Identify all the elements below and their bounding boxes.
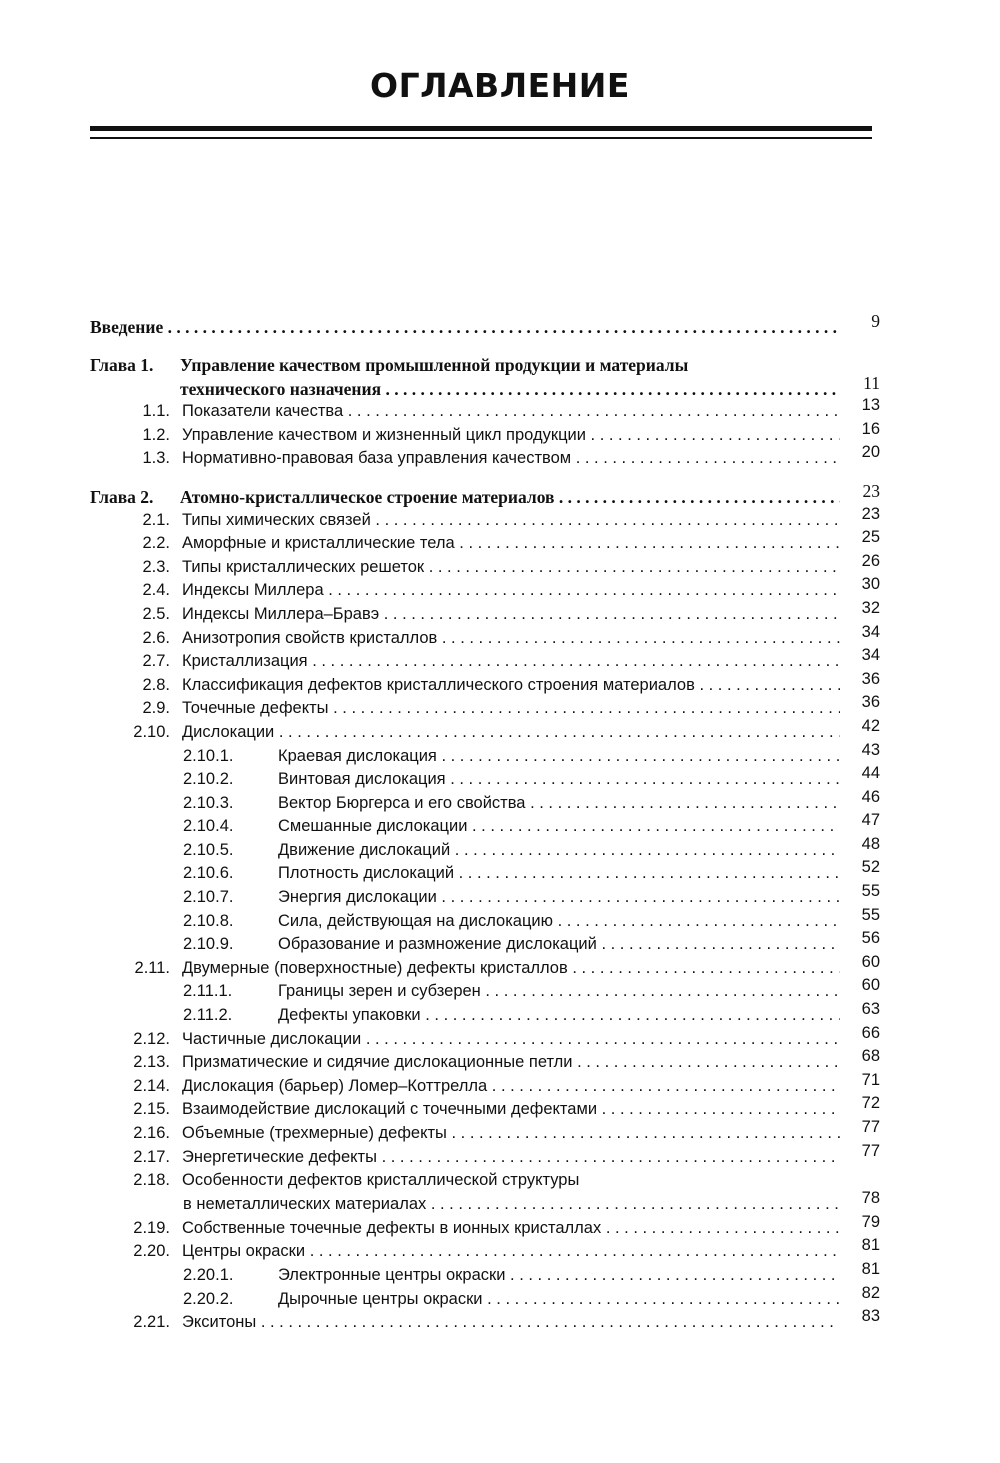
toc-entry-number: 2.10.9.	[183, 935, 234, 954]
toc-section-row	[90, 787, 880, 818]
toc-page-number: 60	[861, 952, 880, 971]
toc-entry-title: Нормативно-правовая база управления качеством . . .	[182, 449, 840, 468]
toc-entry-number: 2.10.2.	[183, 770, 234, 789]
toc-entry-number: 2.20.2.	[183, 1289, 234, 1308]
toc-section-row	[90, 669, 880, 700]
toc-entry-title: Вектор Бюргерса и его свойства . . .	[278, 794, 840, 813]
toc-page-number: 26	[861, 551, 880, 570]
toc-entry-number: 2.20.	[133, 1242, 170, 1261]
toc-entry-title: Частичные дислокации . . .	[182, 1030, 840, 1049]
toc-section-row	[90, 504, 880, 535]
toc-page-number: 13	[861, 396, 880, 415]
toc-entry-number: 1.1.	[142, 402, 170, 421]
toc-entry-title: технического назначения . . .	[180, 379, 840, 400]
toc-entry-number: 2.10.6.	[183, 864, 234, 883]
toc-section-row	[90, 1047, 880, 1077]
toc-entry-title: Особенности дефектов кристаллической структуры	[182, 1171, 580, 1190]
toc-section-row	[90, 419, 880, 450]
toc-entry-number: 1.2.	[142, 425, 170, 444]
toc-entry-number: 2.19.	[133, 1218, 170, 1237]
toc-section-row	[90, 396, 880, 426]
toc-entry-number: 2.5.	[142, 604, 170, 623]
toc-page-number: 77	[861, 1141, 880, 1160]
toc-chapter-row	[90, 480, 880, 511]
toc-page-number: 25	[861, 528, 880, 547]
toc-entry-number: 2.1.	[142, 510, 170, 529]
toc-page-number: 77	[861, 1118, 880, 1136]
toc-section-row	[90, 716, 880, 747]
toc-page-number: 36	[861, 693, 880, 712]
toc-entry-title: Границы зерен и субзерен . . .	[278, 982, 840, 1001]
toc-entry-title: Образование и размножение дислокаций . . .	[278, 935, 840, 954]
toc-entry-title: Показатели качества . . .	[182, 402, 840, 421]
toc-entry-number: 2.3.	[142, 557, 170, 576]
toc-entry-number: Глава 2.	[90, 486, 154, 507]
toc-entry-number: 2.7.	[142, 652, 170, 671]
toc-section-row	[90, 1307, 880, 1337]
toc-page-number: 72	[861, 1094, 880, 1113]
title-rule-thin	[90, 137, 872, 139]
toc-entry-number: 2.16.	[133, 1124, 170, 1142]
toc-entry-number: 2.10.1.	[183, 746, 234, 765]
toc-page-number: 34	[861, 622, 880, 641]
toc-entry-title: Введение . . .	[90, 317, 840, 338]
toc-entry-title: Классификация дефектов кристаллического строения материалов . . .	[182, 676, 840, 695]
toc-intro-row	[90, 311, 880, 341]
toc-entry-title: Дислокации . . .	[182, 723, 840, 742]
toc-entry-number: 2.10.3.	[183, 793, 234, 812]
toc-entry-number: 2.18.	[133, 1171, 170, 1190]
toc-entry-number: 2.10.8.	[183, 911, 234, 930]
toc-section-row	[90, 443, 880, 473]
toc-page-number: 81	[861, 1236, 880, 1255]
toc-section-row	[90, 882, 880, 912]
toc-page-number: 36	[861, 669, 880, 688]
toc-entry-title: Типы химических связей . . .	[182, 511, 840, 530]
toc-entry-number: 2.6.	[142, 628, 170, 647]
toc-page-number: 11	[863, 372, 880, 393]
toc-page-number: 79	[861, 1212, 880, 1231]
toc-entry-title: Управление качеством и жизненный цикл продукции . . .	[182, 426, 840, 445]
toc-section-row	[90, 575, 880, 605]
toc-section-row	[90, 693, 880, 723]
toc-section-row	[90, 858, 880, 888]
toc-entry-title: Объемные (трехмерные) дефекты . . .	[182, 1124, 840, 1143]
toc-section-row	[90, 1212, 880, 1243]
toc-entry-title: Электронные центры окраски . . .	[278, 1266, 840, 1285]
toc-entry-number: 2.17.	[133, 1147, 170, 1166]
toc-page-number: 9	[871, 311, 880, 331]
toc-entry-number: 2.2.	[142, 534, 170, 553]
toc-section-row	[90, 905, 880, 936]
toc-entry-title: Взаимодействие дислокаций с точечными дефектами . . .	[182, 1100, 840, 1119]
toc-entry-title: Дефекты упаковки . . .	[278, 1006, 840, 1025]
toc-section-row	[90, 1094, 880, 1124]
toc-section-row	[90, 1141, 880, 1172]
toc-entry-title: Сила, действующая на дислокацию . . .	[278, 912, 840, 931]
toc-chapter-row	[90, 372, 880, 403]
toc-section-row	[90, 740, 880, 771]
toc-entry-title: Индексы Миллера–Бравэ . . .	[182, 605, 840, 624]
toc-entry-title: Дислокация (барьер) Ломер–Коттрелла . . .	[182, 1077, 840, 1096]
toc-page-number: 55	[861, 882, 880, 901]
toc-page-number: 52	[861, 858, 880, 877]
toc-section-row	[90, 1023, 880, 1054]
toc-entry-number: 2.10.7.	[183, 888, 234, 907]
toc-entry-number: 2.9.	[142, 699, 170, 718]
toc-entry-title: Двумерные (поверхностные) дефекты кристаллов . . .	[182, 959, 840, 978]
toc-chapter-row	[90, 355, 880, 379]
toc-page-number: 30	[861, 575, 880, 594]
toc-section-row	[90, 764, 880, 794]
toc-entry-title: Центры окраски . . .	[182, 1242, 840, 1261]
toc-page-number: 23	[861, 504, 880, 523]
toc-entry-number: 2.11.2.	[183, 1006, 233, 1025]
toc-entry-title: Типы кристаллических решеток . . .	[182, 558, 840, 577]
toc-entry-number: 2.4.	[142, 581, 170, 600]
toc-entry-number: 2.10.	[133, 722, 170, 741]
toc-section-row	[90, 952, 880, 983]
toc-entry-title: Анизотропия свойств кристаллов . . .	[182, 629, 840, 648]
toc-section-row	[90, 1189, 880, 1219]
toc-section-row	[90, 1000, 880, 1030]
toc-page-number: 78	[861, 1189, 880, 1208]
toc-entry-number: 2.11.1.	[183, 982, 233, 1001]
toc-entry-number: Глава 1.	[90, 354, 154, 375]
toc-entry-title: Краевая дислокация . . .	[278, 747, 840, 766]
toc-section-row	[90, 1070, 880, 1101]
toc-page-number: 60	[861, 976, 880, 995]
toc-entry-title: Дырочные центры окраски . . .	[278, 1290, 840, 1309]
toc-entry-number: 2.12.	[133, 1029, 170, 1048]
toc-entry-title: Энергия дислокации . . .	[278, 888, 840, 907]
toc-section-row	[90, 1171, 880, 1195]
toc-entry-number: 2.11.	[134, 958, 170, 977]
toc-section-row	[90, 929, 880, 959]
toc-section-row	[90, 528, 880, 558]
toc-section-row	[90, 598, 880, 629]
toc-page-number: 81	[861, 1259, 880, 1278]
toc-page-number: 71	[861, 1070, 880, 1089]
toc-entry-number: 2.20.1.	[183, 1265, 234, 1284]
toc-entry-number: 1.3.	[142, 449, 170, 468]
toc-entry-number: 2.15.	[133, 1100, 170, 1119]
toc-entry-title: Аморфные и кристаллические тела . . .	[182, 534, 840, 553]
toc-page-number: 56	[861, 929, 880, 948]
toc-page-number: 20	[861, 443, 880, 462]
toc-page-number: 82	[861, 1283, 880, 1302]
toc-page-number: 55	[861, 905, 880, 924]
toc-section-row	[90, 551, 880, 582]
toc-entry-title: Кристаллизация . . .	[182, 652, 840, 671]
toc-entry-title: Смешанные дислокации . . .	[278, 817, 840, 836]
toc-entry-number: 2.13.	[133, 1053, 170, 1072]
toc-page-number: 83	[861, 1307, 880, 1326]
toc-page-number: 47	[861, 811, 880, 830]
toc-entry-title: Экситоны . . .	[182, 1313, 840, 1332]
toc-section-row	[90, 622, 880, 653]
toc-entry-title: Атомно-кристаллическое строение материалов . . .	[180, 487, 840, 508]
toc-page-number: 16	[861, 419, 880, 438]
toc-page-number: 63	[861, 1000, 880, 1019]
title-rule-thick	[90, 126, 872, 131]
toc-entry-number: 2.10.4.	[183, 817, 234, 836]
toc-entry-title: Движение дислокаций . . .	[278, 841, 840, 860]
toc-section-row	[90, 1118, 880, 1148]
toc-entry-number: 2.10.5.	[183, 840, 234, 859]
toc-entry-title: Индексы Миллера . . .	[182, 581, 840, 600]
toc-entry-title: в неметаллических материалах . . .	[183, 1195, 840, 1214]
toc-entry-title: Энергетические дефекты . . .	[182, 1148, 840, 1167]
toc-section-row	[90, 976, 880, 1006]
toc-entry-title: Винтовая дислокация . . .	[278, 770, 840, 789]
toc-entry-title: Точечные дефекты . . .	[182, 699, 840, 718]
toc-page-number: 66	[861, 1023, 880, 1042]
toc-entry-number: 2.14.	[133, 1076, 170, 1095]
toc-page-number: 43	[861, 740, 880, 759]
toc-page-number: 46	[861, 787, 880, 806]
toc-entry-number: 2.21.	[133, 1313, 170, 1332]
toc-section-row	[90, 834, 880, 865]
table-of-contents	[90, 311, 880, 1337]
toc-entry-title: Плотность дислокаций . . .	[278, 864, 840, 883]
toc-page-number: 68	[861, 1047, 880, 1066]
toc-entry-title: Управление качеством промышленной продукции и материалы	[180, 354, 689, 375]
toc-page-number: 48	[861, 834, 880, 853]
toc-page-number: 23	[862, 480, 880, 501]
toc-section-row	[90, 1283, 880, 1314]
toc-entry-title: Собственные точечные дефекты в ионных кристаллах . . .	[182, 1219, 840, 1238]
toc-section-row	[90, 1236, 880, 1266]
toc-section-row	[90, 811, 880, 841]
toc-page-number: 42	[861, 716, 880, 735]
toc-page-number: 32	[861, 598, 880, 617]
page-title: ОГЛАВЛЕНИЕ	[370, 66, 630, 105]
toc-entry-title: Призматические и сидячие дислокационные петли . . .	[182, 1053, 840, 1072]
toc-section-row	[90, 1259, 880, 1290]
toc-entry-number: 2.8.	[142, 675, 170, 694]
toc-page-number: 34	[861, 646, 880, 665]
toc-page-number: 44	[861, 764, 880, 783]
toc-section-row	[90, 646, 880, 676]
